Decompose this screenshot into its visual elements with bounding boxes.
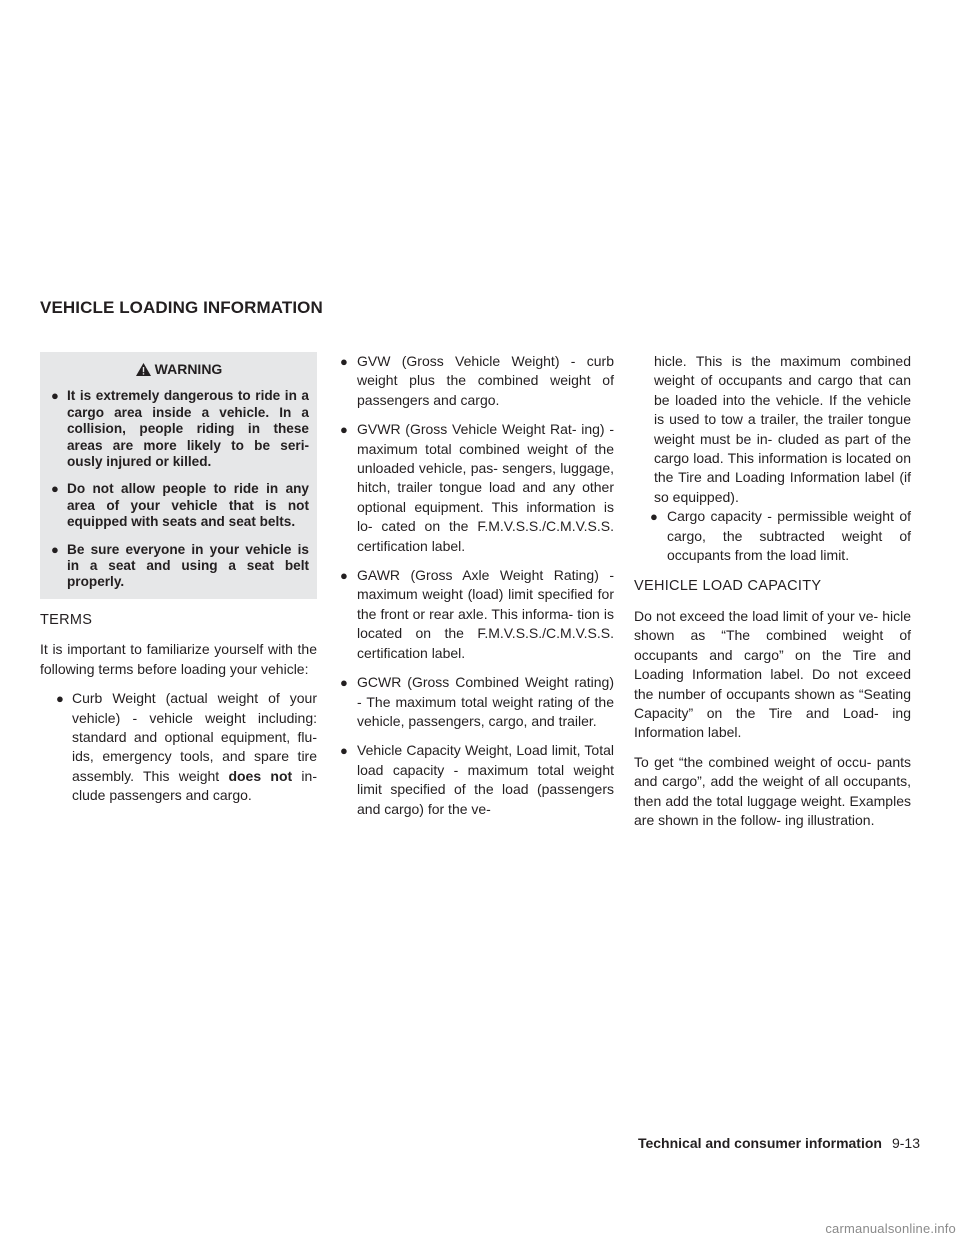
bullet-icon: ●	[51, 481, 59, 497]
term-text: GVWR (Gross Vehicle Weight Rat- ing) - maximum total combined weight of the unloaded vehicle, pas- sengers, luggage, hitch, trailer tongue load and any other optional equipment. This information is lo- cated on the F.M.V.S.S./C.M.V.S.S. certification label.	[357, 421, 614, 554]
terms-intro: It is important to familiarize yourself with the following terms before loading your vehicle:	[40, 641, 317, 677]
bullet-icon: ●	[340, 743, 348, 759]
terms-list-part-3	[634, 507, 911, 565]
term-gcwr	[337, 673, 614, 731]
term-text: GAWR (Gross Axle Weight Rating) - maximum weight (load) limit specified for the front or rear axle. This informa- tion is located on the F.M.V.S.S./C.M.V.S.S. certification label.	[357, 567, 614, 661]
load-capacity-paragraph: To get “the combined weight of occu- pants and cargo”, add the weight of all occupants, then add the total luggage weight. Examples are shown in the follow- ing illustration.	[634, 753, 911, 828]
bullet-icon: ●	[340, 354, 348, 369]
term-cargo-capacity	[634, 507, 911, 565]
term-vehicle-capacity-weight	[337, 741, 614, 819]
warning-triangle-icon	[135, 362, 152, 377]
term-continuation: hicle. This is the maximum combined weight of occupants and cargo that can be loaded into the vehicle. If the vehicle is used to tow a trailer, the trailer tongue weight must be in- cluded as part of the cargo load. This information is located on the Tire and Loading Information label (if so equipped).	[654, 353, 911, 505]
warning-item-text: It is extremely dangerous to ride in a cargo area inside a vehicle. In a collision, people riding in these areas are more likely to be seri- ously injured or killed.	[67, 388, 309, 470]
bullet-icon: ●	[340, 568, 348, 584]
page-number: 9-13	[891, 1135, 920, 1151]
terms-heading: TERMS	[40, 611, 93, 628]
bullet-icon: ●	[340, 422, 348, 438]
column-2	[337, 352, 614, 829]
watermark: carmanualsonline.info	[825, 1221, 956, 1236]
load-capacity-heading: VEHICLE LOAD CAPACITY	[634, 578, 822, 595]
term-curb-weight	[40, 689, 317, 805]
bullet-icon: ●	[51, 541, 59, 557]
term-gawr	[337, 566, 614, 663]
warning-item	[48, 542, 309, 591]
warning-item	[48, 481, 309, 530]
terms-list-part-2	[337, 352, 614, 819]
warning-item-text: Be sure everyone in your vehicle is in a seat and using a seat belt properly.	[67, 541, 309, 590]
terms-list-part-1	[40, 689, 317, 805]
term-curb-weight-emphasis: does not	[228, 767, 293, 784]
load-capacity-paragraph: Do not exceed the load limit of your ve- hicle shown as “The combined weight of occupants and cargo” on the Tire and Loading Information label. Do not exceed the number of occupants shown as “Seating Capacity” on the Tire and Load- ing Information label.	[634, 607, 911, 741]
warning-box	[40, 352, 317, 599]
bullet-icon: ●	[340, 675, 348, 691]
term-text: Vehicle Capacity Weight, Load limit, Total load capacity - maximum total weight limit specified of the load (passengers and cargo) for the ve-	[357, 742, 614, 817]
warning-heading	[48, 360, 309, 379]
page-footer	[638, 1135, 920, 1151]
term-text: Cargo capacity - permissible weight of cargo, the subtracted weight of occupants from the load limit.	[667, 508, 911, 564]
warning-heading-text: WARNING	[154, 361, 223, 377]
term-text: GCWR (Gross Combined Weight rating) - The maximum total weight rating of the vehicle, passengers, cargo, and trailer.	[357, 674, 614, 729]
section-title: VEHICLE LOADING INFORMATION	[40, 298, 323, 317]
bullet-icon: ●	[51, 388, 59, 404]
term-gvwr	[337, 420, 614, 556]
footer-chapter: Technical and consumer information	[637, 1135, 882, 1151]
column-3	[634, 352, 911, 840]
column-1	[40, 352, 317, 816]
term-gvw	[337, 352, 614, 410]
warning-item	[48, 388, 309, 470]
bullet-icon: ●	[56, 691, 64, 707]
warning-item-text: Do not allow people to ride in any area of your vehicle that is not equipped with seats and seat belts.	[67, 481, 309, 530]
term-text: GVW (Gross Vehicle Weight) - curb weight plus the combined weight of passengers and cargo.	[357, 353, 614, 408]
term-curb-weight-text: Curb Weight (actual weight of your vehicle) - vehicle weight including: standard and optional equipment, flu- ids, emergency tools, and spare tire assembly. This weight	[72, 690, 317, 784]
warning-list	[48, 388, 309, 590]
term-curb-weight-text-end: in- clude passengers and cargo.	[72, 767, 317, 804]
bullet-icon: ●	[650, 509, 658, 525]
